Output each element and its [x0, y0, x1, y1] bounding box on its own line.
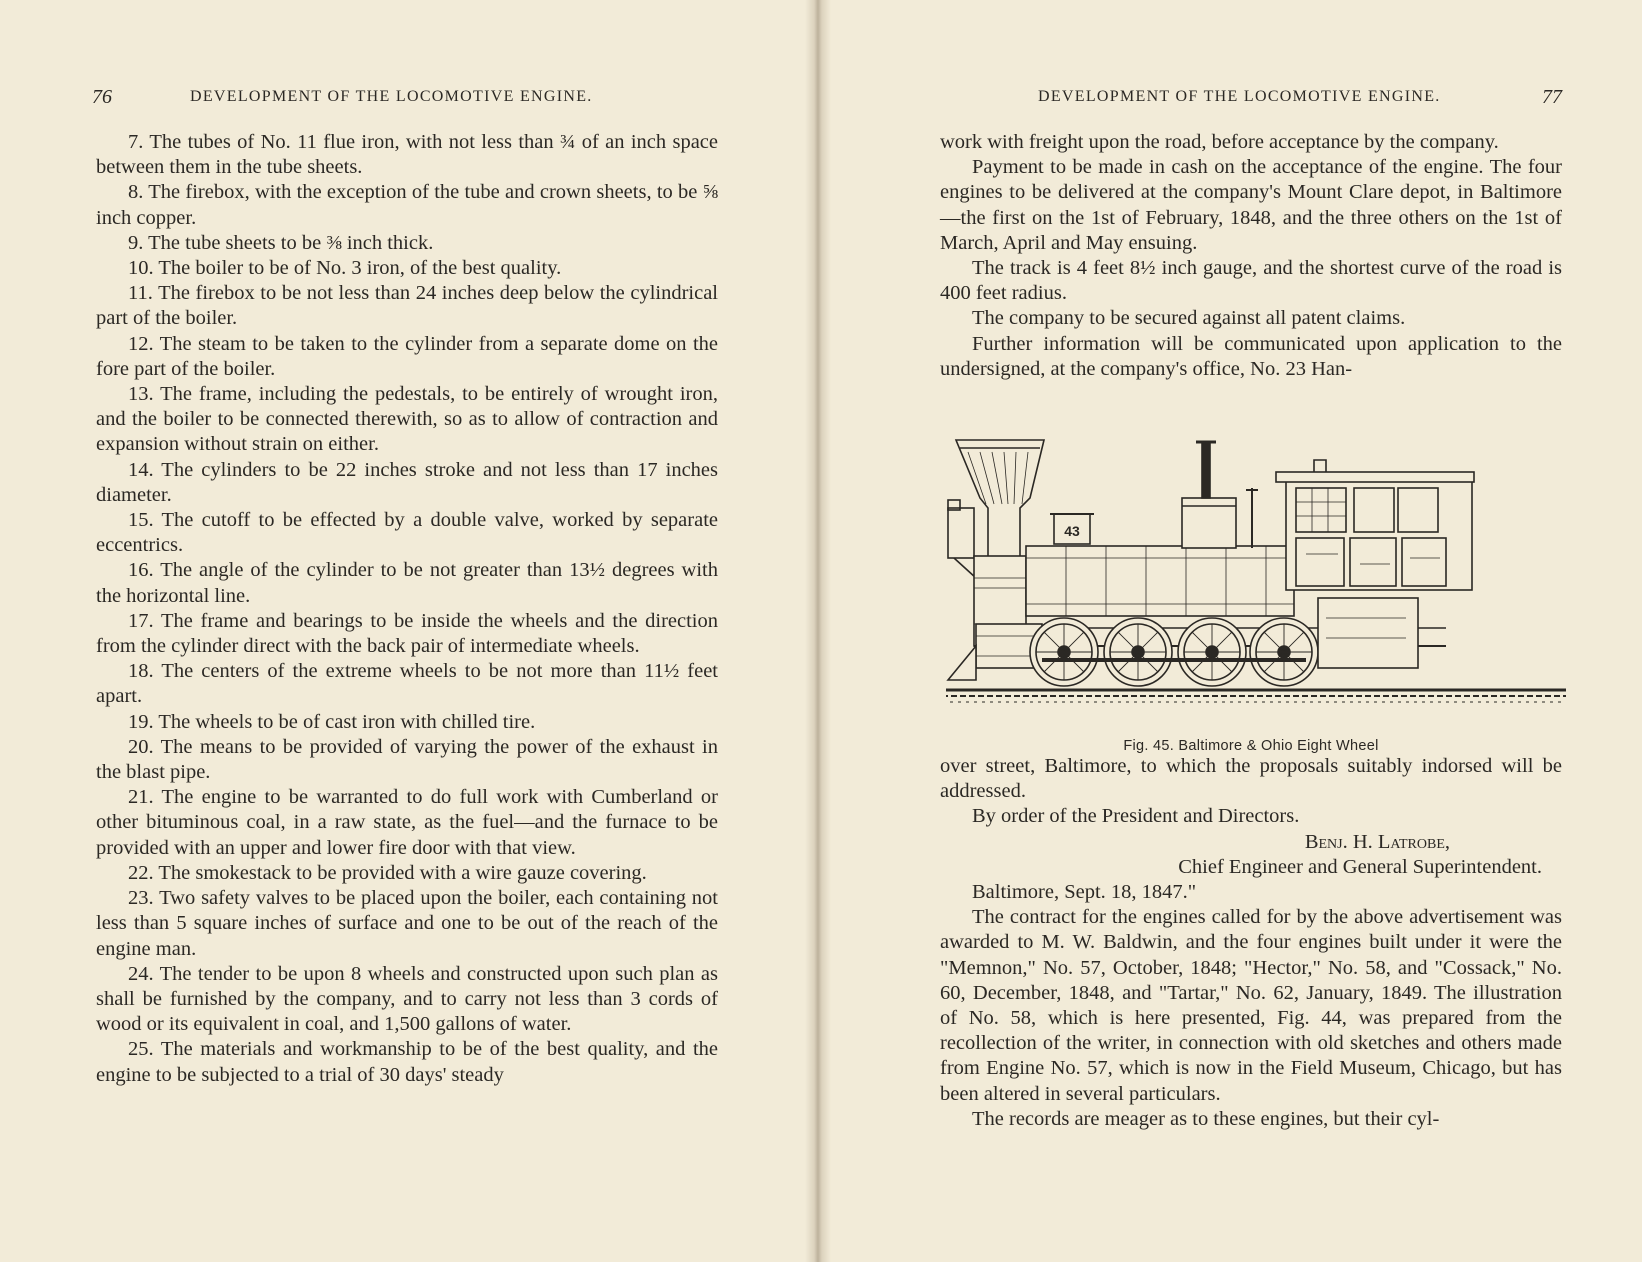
paragraph: 24. The tender to be upon 8 wheels and constructed upon such plan as shall be furnished by the company, and to carry not less than 3 cords of wood or its equivalent in coal, and 1,500 gallons of water.	[96, 962, 718, 1036]
paragraph: 12. The steam to be taken to the cylinder from a separate dome on the fore part of the boiler.	[96, 332, 718, 380]
right-page	[818, 0, 1642, 1262]
paragraph: 16. The angle of the cylinder to be not greater than 13½ degrees with the horizontal line.	[96, 559, 718, 607]
page-number: 76	[92, 86, 112, 108]
paragraph: 21. The engine to be warranted to do full work with Cumberland or other bituminous coal, in a raw state, as the fuel—and the furnace to be provided with an upper and lower fire door with that view.	[96, 786, 718, 859]
paragraph: work with freight upon the road, before acceptance by the company.	[940, 131, 1499, 153]
paragraph: 25. The materials and workmanship to be of the best quality, and the engine to be subjected to a trial of 30 days' steady	[96, 1038, 718, 1086]
signature-title: Chief Engineer and General Superintendent.	[1178, 855, 1542, 878]
paragraph: The records are meager as to these engines, but their cyl-	[972, 1107, 1440, 1130]
paragraph: The contract for the engines called for by the above advertisement was awarded to M. W. Baldwin, and the four engines built under it were the "Memnon," No. 57, October, 1848; "Hector," No. 58, and "Cossack," No. 60, December, 1848, and "Tartar," No. 62, January, 1849. The illustration of No. 58, which is here presented, Fig. 44, was prepared from the recollection of the writer, in connection with old sketches and others made from Engine No. 57, which is now in the Field Museum, Chicago, but has been altered in several particulars.	[940, 906, 1562, 1105]
running-head: DEVELOPMENT OF THE LOCOMOTIVE ENGINE.	[1038, 88, 1441, 105]
paragraph: 13. The frame, including the pedestals, to be entirely of wrought iron, and the boiler to be connected therewith, so as to allow of contraction and expansion without strain on either.	[96, 383, 718, 456]
left-page	[0, 0, 818, 1262]
paragraph: over street, Baltimore, to which the proposals suitably indorsed will be addressed.	[940, 755, 1562, 803]
right-body-text-top	[940, 130, 1562, 382]
dateline: Baltimore, Sept. 18, 1847."	[972, 881, 1197, 904]
page-number: 77	[1542, 86, 1562, 108]
paragraph: 18. The centers of the extreme wheels to be not more than 11½ feet apart.	[96, 660, 718, 708]
paragraph: 19. The wheels to be of cast iron with chilled tire.	[128, 710, 536, 733]
right-body-text-bottom	[940, 754, 1562, 1132]
locomotive-illustration	[946, 428, 1566, 718]
paragraph: 17. The frame and bearings to be inside the wheels and the direction from the cylinder direct with the back pair of intermediate wheels.	[96, 609, 718, 658]
paragraph: 20. The means to be provided of varying the power of the exhaust in the blast pipe.	[96, 735, 718, 784]
signature-name: Benj. H. Latrobe,	[1304, 830, 1450, 853]
left-body-text	[96, 130, 718, 1088]
paragraph: 15. The cutoff to be effected by a double valve, worked by separate eccentrics.	[96, 509, 718, 557]
paragraph: 7. The tubes of No. 11 flue iron, with not less than ¾ of an inch space between them in the tube sheets.	[96, 131, 718, 179]
paragraph: 11. The firebox to be not less than 24 inches deep below the cylindrical part of the boiler.	[96, 282, 718, 330]
paragraph: 23. Two safety valves to be placed upon the boiler, each containing not less than 5 square inches of surface and one to be out of the reach of the engine man.	[96, 887, 718, 960]
paragraph: 10. The boiler to be of No. 3 iron, of the best quality.	[128, 257, 562, 280]
paragraph: 9. The tube sheets to be ⅜ inch thick.	[128, 231, 434, 254]
paragraph: Further information will be communicated upon application to the undersigned, at the company's office, No. 23 Han-	[940, 332, 1562, 380]
figure-caption: Fig. 45. Baltimore & Ohio Eight Wheel	[1123, 738, 1379, 754]
paragraph: The track is 4 feet 8½ inch gauge, and the shortest curve of the road is 400 feet radius.	[940, 257, 1562, 305]
engine-number-plate: 43	[1064, 523, 1080, 539]
running-head: DEVELOPMENT OF THE LOCOMOTIVE ENGINE.	[190, 88, 593, 105]
paragraph: 8. The firebox, with the exception of the tube and crown sheets, to be ⅝ inch copper.	[96, 181, 718, 229]
order-line: By order of the President and Directors.	[972, 805, 1300, 828]
book-gutter	[805, 0, 831, 1262]
paragraph: 14. The cylinders to be 22 inches stroke and not less than 17 inches diameter.	[96, 458, 718, 506]
paragraph: The company to be secured against all patent claims.	[972, 307, 1406, 330]
paragraph: 22. The smokestack to be provided with a wire gauze covering.	[128, 861, 647, 884]
paragraph: Payment to be made in cash on the acceptance of the engine. The four engines to be delivered at the company's Mount Clare depot, in Baltimore—the first on the 1st of February, 1848, and the three others on the 1st of March, April and May ensuing.	[940, 156, 1562, 254]
